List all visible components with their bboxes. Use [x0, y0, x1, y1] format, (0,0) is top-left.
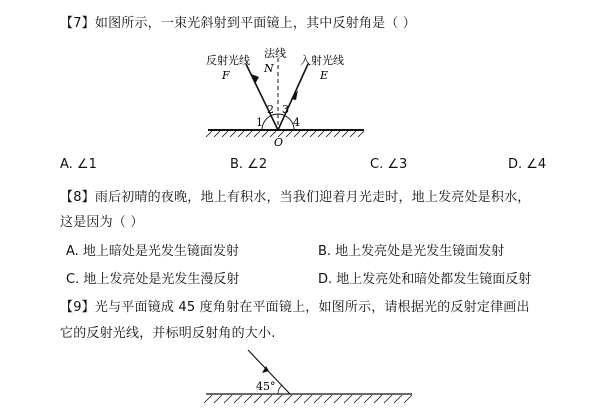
- incident-label: 入射光线: [300, 54, 344, 67]
- angle-4: 4: [293, 116, 300, 129]
- normal-label: 法线: [264, 47, 286, 60]
- q8-option-a[interactable]: A. 地上暗处是光发生镜面发射: [66, 244, 239, 259]
- reflected-arrow: [251, 74, 259, 84]
- label-F: F: [222, 69, 230, 82]
- q8-option-c[interactable]: C. 地上发亮处是光发生漫反射: [66, 272, 240, 287]
- q8-option-d[interactable]: D. 地上发亮处和暗处都发生镜面反射: [318, 272, 532, 287]
- q9-stem-line2: 它的反射光线，并标明反射角的大小.: [60, 326, 276, 341]
- reflected-label: 反射光线: [206, 54, 250, 67]
- q9-stem-line1: 【9】光与平面镜成 45 度角射在平面镜上，如图所示，请根据光的反射定律画出: [60, 300, 530, 315]
- q7-option-a[interactable]: A. ∠1: [60, 157, 97, 172]
- label-N: N: [264, 62, 274, 75]
- q7-option-d[interactable]: D. ∠4: [508, 157, 547, 172]
- q7-reflection-diagram: [200, 42, 370, 152]
- q7-option-b[interactable]: B. ∠2: [230, 157, 268, 172]
- angle-2: 2: [267, 103, 274, 116]
- angle-3: 3: [282, 103, 289, 116]
- q9-incident-arrow: [262, 366, 269, 373]
- q8-stem-line1: 【8】雨后初晴的夜晚，地上有积水，当我们迎着月光走时，地上发亮处是积水，: [60, 190, 531, 205]
- incident-arrow: [291, 90, 298, 100]
- q9-angle-label: 45°: [256, 380, 276, 393]
- q7-stem: 【7】如图所示，一束光斜射到平面镜上，其中反射角是（ ）: [60, 16, 417, 31]
- angle-1: 1: [256, 116, 263, 129]
- label-O: O: [274, 136, 284, 149]
- q8-option-b[interactable]: B. 地上发亮处是光发生镜面发射: [318, 244, 505, 259]
- label-E: E: [320, 69, 329, 82]
- q7-option-c[interactable]: C. ∠3: [370, 157, 408, 172]
- q8-stem-line2: 这是因为（ ）: [60, 215, 144, 230]
- q9-mirror-diagram: [200, 348, 440, 412]
